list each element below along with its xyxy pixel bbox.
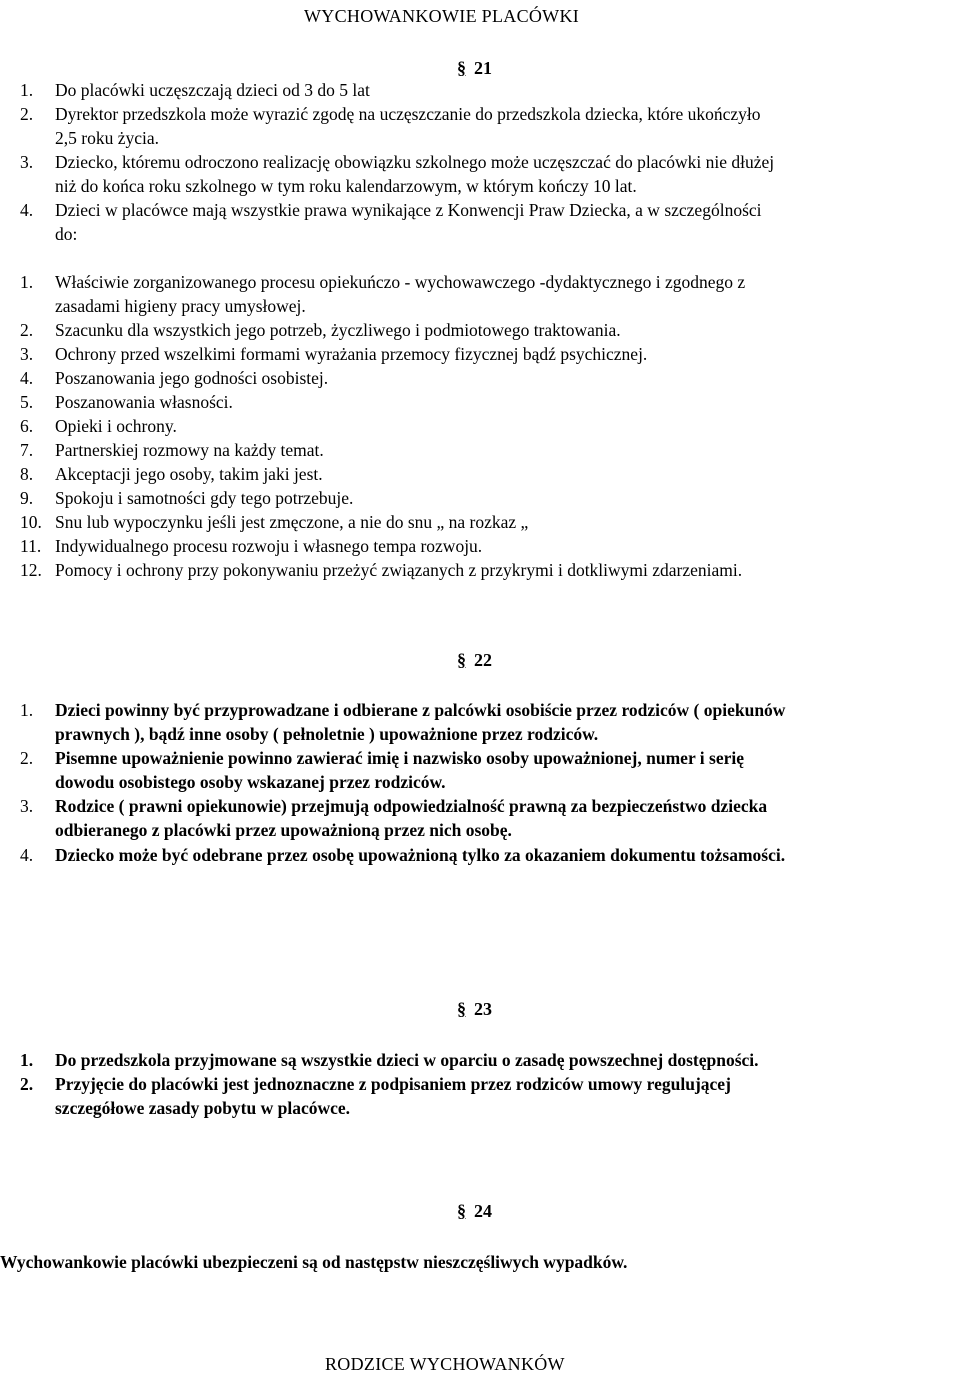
section-sign: § [457, 999, 466, 1019]
section-number: 21 [474, 58, 492, 78]
section-number: 23 [474, 999, 492, 1019]
section-heading-24 [457, 1199, 492, 1223]
section-number: 24 [474, 1201, 492, 1221]
page-title: WYCHOWANKOWIE PLACÓWKI [304, 6, 580, 26]
section-number: 22 [474, 650, 492, 670]
section-sign: § [457, 1201, 466, 1221]
section-text: Wychowankowie placówki ubezpieczeni są od następstw nieszczęśliwych wypadków. [0, 1252, 628, 1272]
document-page: WYCHOWANKOWIE PLACÓWKI § 21 1. Do placówki uczęszczają dzieci od 3 do 5 lat 2. Dyrektor przedszkola może wyrazić zgodę na uczęszczanie do przedszkola dziecka, które ukończyło 2,5 roku życia. 3. Dziecko, któremu odroczono realizację obowiązku szkolnego może uczęszczać do placówki nie dłużej niż do końca roku szkolnego w tym roku kalendarzowym, w którym kończy 10 lat. 4. Dzieci w placówce mają wszystkie prawa wynikające z Konwencji Praw Dziecka, a w szczególności do: 1. Właściwie zorganizowanego procesu opiekuńczo - wychowawczego -dydaktycznego i zgodnego z zasadami higieny pracy umysłowej. 2. Szacunku dla wszystkich jego potrzeb, życzliwego i podmiotowego traktowania. 3. Ochrony przed wszelkimi formami wyrażania przemocy fizycznej bądź psychicznej. 4. Poszanowania jego godności osobistej. 5. Poszanowania własności. 6. Opieki i ochrony. 7. Partnerskiej rozmowy na każdy temat. 8. Akceptacji jego osoby, takim jaki jest. 9. Spokoju i samotności gdy tego potrzebuje. 10. Snu lub wypoczynku jeśli jest zmęczone, a nie do snu „ na rozkaz „ 11. Indywidualnego procesu rozwoju i własnego tempa rozwoju. 12. Pomocy i ochrony przy pokonywaniu przeżyć związanych z przykrymi i dotkliwymi zdarzeniami. § 22 1. Dzieci powinny być przyprowadzane i odbierane z palcówki osobiście przez rodziców ( opiekunów prawnych ), bądź inne osoby ( pełnoletnie ) upoważnione przez rodziców. 2. Pisemne upoważnienie powinno zawierać imię i nazwisko osoby upoważnionej, numer i serię dowodu osobistego osoby wskazanej przez rodziców. 3. Rodzice ( prawni opiekunowie) przejmują odpowiedzialność prawną za bezpieczeństwo dziecka odbieranego z placówki przez upoważnioną przez nich osobę. 4. Dziecko może być odebrane przez osobę upoważnioną tylko za okazaniem dokumentu tożsamości. § 23 1. Do przedszkola przyjmowane są wszystkie dzieci w oparciu o zasadę powszechnej dostępności. 2. Przyjęcie do placówki jest jednoznaczne z podpisaniem przez rodziców umowy regulującej szczegółowe zasady pobytu w placówce. § 24 Wychowankowie placówki ubezpieczeni są od następstw nieszczęśliwych wypadków. RODZICE WYCHOWANKÓW [0, 6, 786, 1374]
section-sign: § [457, 58, 466, 78]
next-chapter-title: RODZICE WYCHOWANKÓW [325, 1354, 565, 1374]
section-heading-23 [457, 997, 492, 1021]
section-heading-21 [457, 56, 492, 80]
section-heading-22 [457, 648, 492, 672]
section-sign: § [457, 650, 466, 670]
